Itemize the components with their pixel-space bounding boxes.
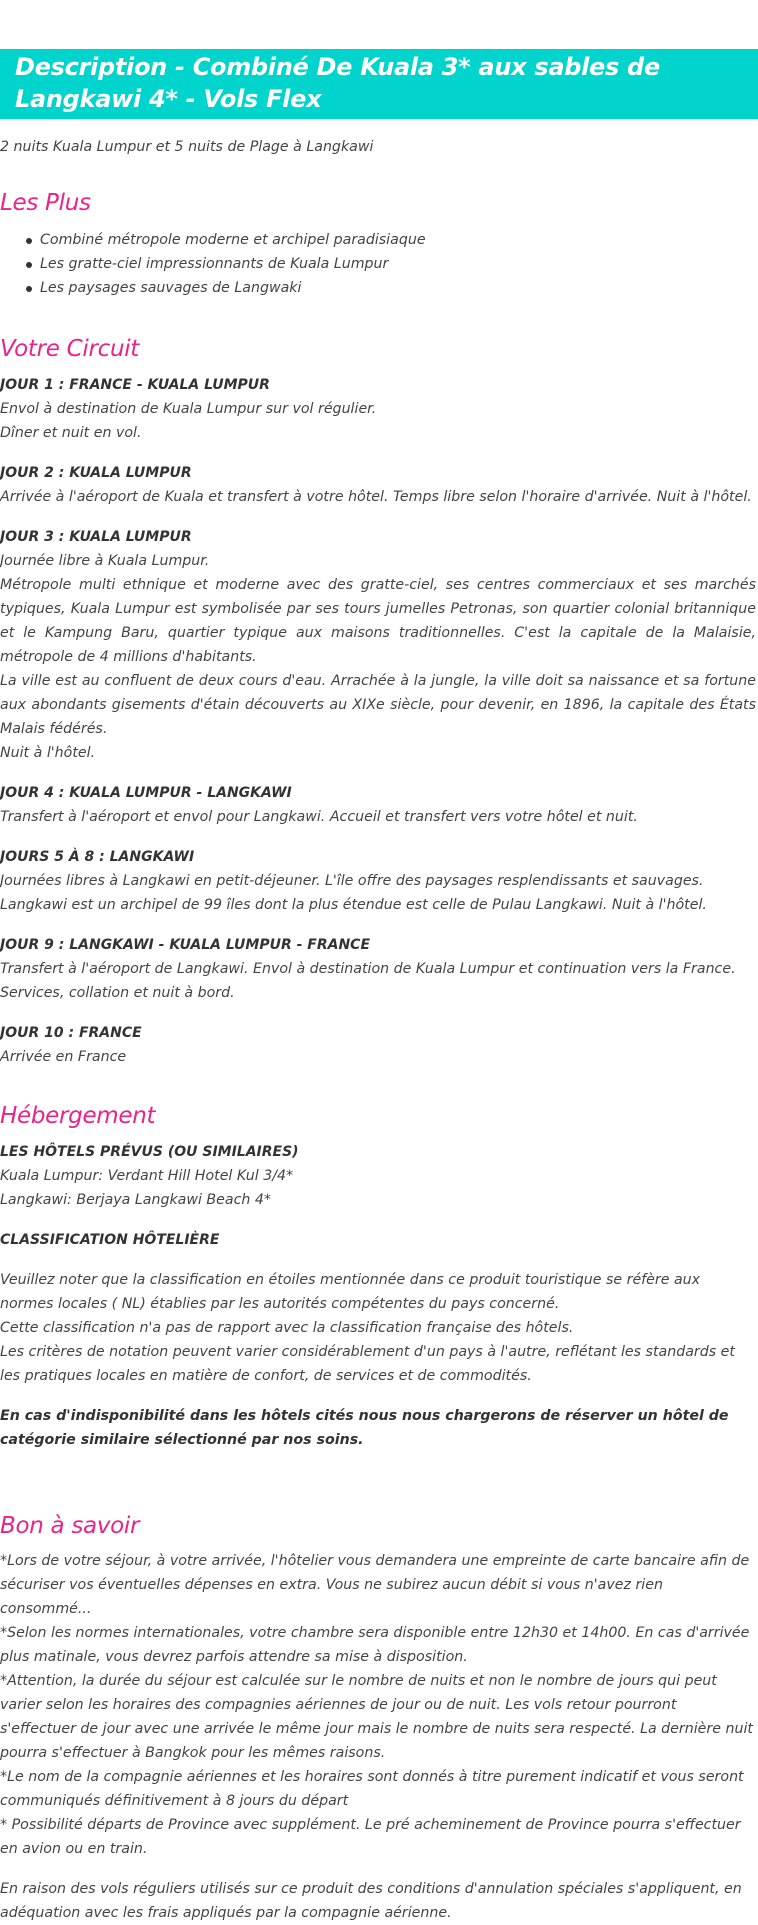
plus-list [0,228,756,300]
day-title: JOUR 9 : LANGKAWI - KUALA LUMPUR - FRANCE [0,937,371,953]
note-line: *Selon les normes internationales, votre chambre sera disponible entre 12h30 et 14h00. En cas d'arrivée plus matinale, vous devrez parfois attendre sa mise à disposition. [0,1625,750,1665]
day-text: Arrivée à l'aéroport de Kuala et transfert à votre hôtel. Temps libre selon l'horaire d'arrivée. Nuit à l'hôtel. [0,489,752,505]
classification-notes [0,1268,756,1388]
day-block-3 [0,525,756,765]
note-line: Veuillez noter que la classification en étoiles mentionnée dans ce produit touristique se réfère aux normes locales ( NL) établies par les autorités compétentes du pays concerné. [0,1272,701,1312]
section-heading-circuit: Votre Circuit [0,336,140,362]
note-line: *Lors de votre séjour, à votre arrivée, l'hôtelier vous demandera une empreinte de carte bancaire afin de sécuriser vos éventuelles dépenses en extra. Vous ne subirez aucun débit si vous n'avez rien consommé... [0,1553,750,1617]
hotel-line: Langkawi: Berjaya Langkawi Beach 4* [0,1192,272,1208]
day-text: Transfert à l'aéroport et envol pour Langkawi. Accueil et transfert vers votre hôtel et nuit. [0,809,638,825]
trip-subtitle: 2 nuits Kuala Lumpur et 5 nuits de Plage à Langkawi [0,139,374,155]
day-text: Journée libre à Kuala Lumpur. [0,553,210,569]
cancellation-note: En raison des vols réguliers utilisés sur ce produit des conditions d'annulation spéciales s'appliquent, en adéquation avec les frais appliqués par la compagnie aérienne. [0,1881,742,1921]
day-text: Métropole multi ethnique et moderne avec des gratte-ciel, ses centres commerciaux et ses marchés typiques, Kuala Lumpur est symbolisée par ses tours jumelles Petronas, son quartier colonial britannique et le Kampung Baru, quartier typique aux maisons traditionnelles. C'est la capitale de la Malaisie, métropole de 4 millions d'habitants. [0,577,756,665]
day-text: Services, collation et nuit à bord. [0,985,235,1001]
availability-warning: En cas d'indisponibilité dans les hôtels cités nous nous chargerons de réserver un hôtel de catégorie similaire sélectionné par nos soins. [0,1408,729,1448]
day-text: La ville est au confluent de deux cours d'eau. Arrachée à la jungle, la ville doit sa naissance et sa fortune aux abondants gisements d'étain découverts au XIXe siècle, pour devenir, en 1896, la capitale des États Malais fédérés. [0,673,756,737]
list-item: Les paysages sauvages de Langwaki [40,276,756,300]
list-item: Les gratte-ciel impressionnants de Kuala Lumpur [40,252,756,276]
note-line: *Attention, la durée du séjour est calculée sur le nombre de nuits et non le nombre de jours qui peut varier selon les horaires des compagnies aériennes de jour ou de nuit. Les vols retour pourront s'effectuer de jour avec une arrivée le même jour mais le nombre de nuits sera respecté. La dernière nuit pourra s'effectuer à Bangkok pour les mêmes raisons. [0,1673,753,1761]
day-text: Langkawi est un archipel de 99 îles dont la plus étendue est celle de Pulau Langkawi. Nuit à l'hôtel. [0,897,707,913]
day-title: JOUR 2 : KUALA LUMPUR [0,465,192,481]
day-text: Envol à destination de Kuala Lumpur sur vol régulier. [0,401,377,417]
day-title: JOUR 4 : KUALA LUMPUR - LANGKAWI [0,785,292,801]
classification-title: CLASSIFICATION HÔTELIÈRE [0,1232,220,1248]
note-line: Cette classification n'a pas de rapport avec la classification française des hôtels. [0,1320,574,1336]
page-title: Description - Combiné De Kuala 3* aux sables de Langkawi 4* - Vols Flex [0,49,758,119]
day-block-4 [0,781,756,829]
bon-a-savoir-notes [0,1549,756,1861]
main-content [0,135,756,1925]
day-block-9 [0,933,756,1005]
list-item: Combiné métropole moderne et archipel paradisiaque [40,228,756,252]
note-line: *Le nom de la compagnie aériennes et les horaires sont donnés à titre purement indicatif et vous seront communiqués définitivement à 8 jours du départ [0,1769,744,1809]
day-title: JOURS 5 À 8 : LANGKAWI [0,849,195,865]
section-heading-hebergement: Hébergement [0,1103,156,1129]
note-line: * Possibilité départs de Province avec supplément. Le pré acheminement de Province pourra s'effectuer en avion ou en train. [0,1817,741,1857]
day-block-10 [0,1021,756,1069]
day-block-2 [0,461,756,509]
day-text: Nuit à l'hôtel. [0,745,96,761]
day-text: Transfert à l'aéroport de Langkawi. Envol à destination de Kuala Lumpur et continuation vers la France. [0,961,736,977]
section-heading-plus: Les Plus [0,190,91,216]
day-title: JOUR 3 : KUALA LUMPUR [0,529,192,545]
note-line: Les critères de notation peuvent varier considérablement d'un pays à l'autre, reflétant les standards et les pratiques locales en matière de confort, de services et de commodités. [0,1344,735,1384]
day-title: JOUR 1 : FRANCE - KUALA LUMPUR [0,377,270,393]
hotels-title: LES HÔTELS PRÉVUS (OU SIMILAIRES) [0,1144,299,1160]
day-title: JOUR 10 : FRANCE [0,1025,142,1041]
section-heading-bon-a-savoir: Bon à savoir [0,1513,140,1539]
day-block-5-8 [0,845,756,917]
hotel-line: Kuala Lumpur: Verdant Hill Hotel Kul 3/4* [0,1168,294,1184]
day-text: Journées libres à Langkawi en petit-déjeuner. L'île offre des paysages resplendissants et sauvages. [0,873,704,889]
day-text: Arrivée en France [0,1049,127,1065]
day-block-1 [0,373,756,445]
day-text: Dîner et nuit en vol. [0,425,142,441]
hotels-block [0,1140,756,1212]
